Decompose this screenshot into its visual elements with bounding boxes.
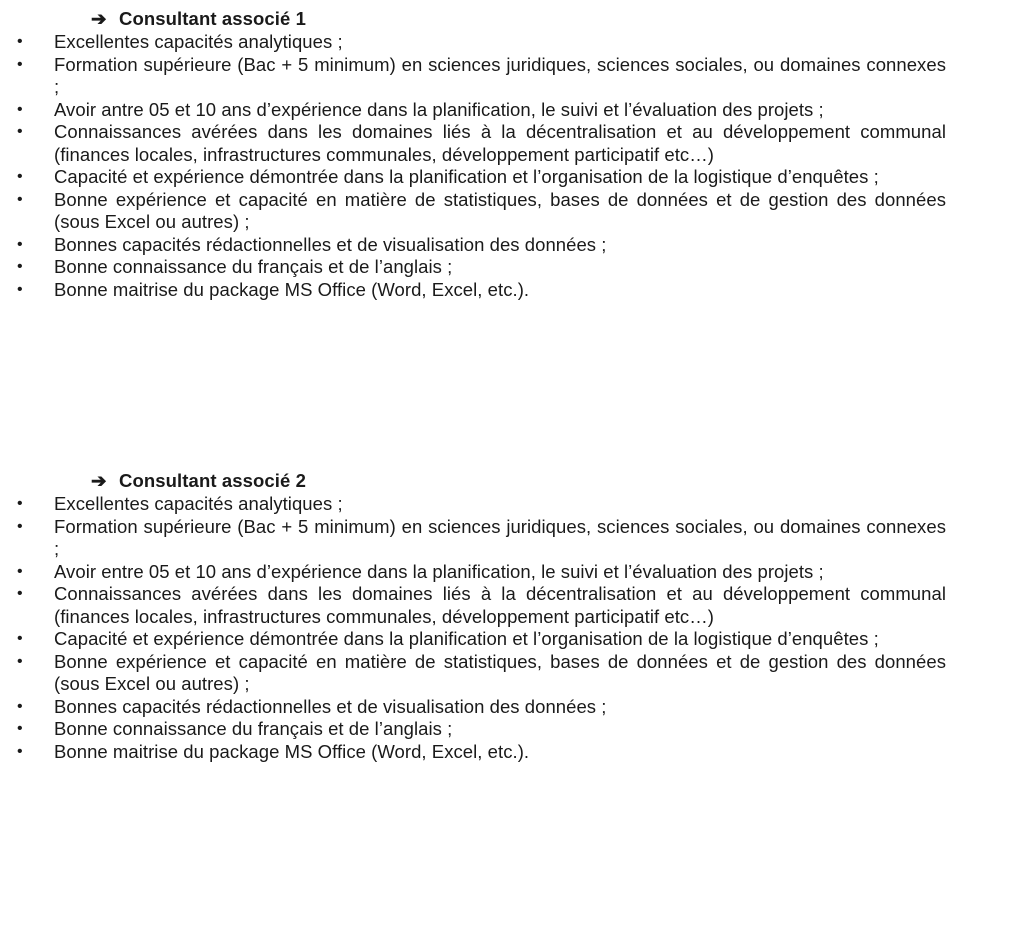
requirements-list <box>0 493 946 763</box>
bullet-icon: • <box>17 742 23 760</box>
list-item: • Avoir antre 05 et 10 ans d’expérience dans la planification, le suivi et l’évaluation des projets ; <box>17 98 824 120</box>
bullet-icon: • <box>17 652 23 670</box>
list-item: • Connaissances avérées dans les domaines liés à la décentralisation et au développement communal (finances locales, infrastructures communales, développement participatif etc…) <box>17 121 946 165</box>
section-heading <box>0 469 946 493</box>
list-item: • Excellentes capacités analytiques ; <box>17 493 343 514</box>
list-item: • Bonne expérience et capacité en matière de statistiques, bases de données et de gestion des données (sous Excel ou autres) ; <box>17 650 946 694</box>
section-title-text: Consultant associé 1 <box>119 8 307 29</box>
list-item: • Bonne connaissance du français et de l’anglais ; <box>17 718 453 739</box>
bullet-icon: • <box>17 33 23 50</box>
requirements-list <box>0 31 946 301</box>
list-item: • Bonnes capacités rédactionnelles et de visualisation des données ; <box>17 233 607 255</box>
bullet-icon: • <box>17 495 23 512</box>
list-item: • Bonne connaissance du français et de l’anglais ; <box>17 256 453 277</box>
list-item: • Bonnes capacités rédactionnelles et de visualisation des données ; <box>17 695 607 717</box>
bullet-icon: • <box>17 517 23 535</box>
bullet-icon: • <box>17 190 23 208</box>
bullet-icon: • <box>17 630 23 647</box>
arrow-right-icon: ➔ <box>91 8 107 29</box>
list-item: • Bonne expérience et capacité en matière de statistiques, bases de données et de gestion des données (sous Excel ou autres) ; <box>17 188 946 232</box>
list-item: • Connaissances avérées dans les domaines liés à la décentralisation et au développement communal (finances locales, infrastructures communales, développement participatif etc…) <box>17 583 946 627</box>
bullet-icon: • <box>17 235 23 253</box>
section-consultant-2 <box>0 469 946 763</box>
section-consultant-1 <box>0 7 946 301</box>
section-title-text: Consultant associé 2 <box>119 470 307 491</box>
list-item: • Avoir entre 05 et 10 ans d’expérience dans la planification, le suivi et l’évaluation des projets ; <box>17 560 824 582</box>
bullet-icon: • <box>17 258 23 275</box>
bullet-icon: • <box>17 55 23 73</box>
bullet-icon: • <box>17 562 23 580</box>
bullet-icon: • <box>17 280 23 298</box>
bullet-icon: • <box>17 720 23 737</box>
arrow-right-icon: ➔ <box>91 470 107 491</box>
list-item: • Capacité et expérience démontrée dans la planification et l’organisation de la logistique d’enquêtes ; <box>17 628 879 649</box>
bullet-icon: • <box>17 100 23 118</box>
list-item: • Capacité et expérience démontrée dans la planification et l’organisation de la logistique d’enquêtes ; <box>17 166 879 187</box>
list-item: • Bonne maitrise du package MS Office (Word, Excel, etc.). <box>17 278 530 300</box>
section-heading <box>0 7 946 31</box>
list-item: • Formation supérieure (Bac + 5 minimum) en sciences juridiques, sciences sociales, ou domaines connexes ; <box>17 53 946 97</box>
bullet-icon: • <box>17 697 23 715</box>
bullet-icon: • <box>17 585 23 602</box>
bullet-icon: • <box>17 168 23 185</box>
list-item: • Excellentes capacités analytiques ; <box>17 31 343 52</box>
list-item: • Bonne maitrise du package MS Office (Word, Excel, etc.). <box>17 740 530 762</box>
list-item: • Formation supérieure (Bac + 5 minimum) en sciences juridiques, sciences sociales, ou domaines connexes ; <box>17 515 946 559</box>
bullet-icon: • <box>17 123 23 140</box>
